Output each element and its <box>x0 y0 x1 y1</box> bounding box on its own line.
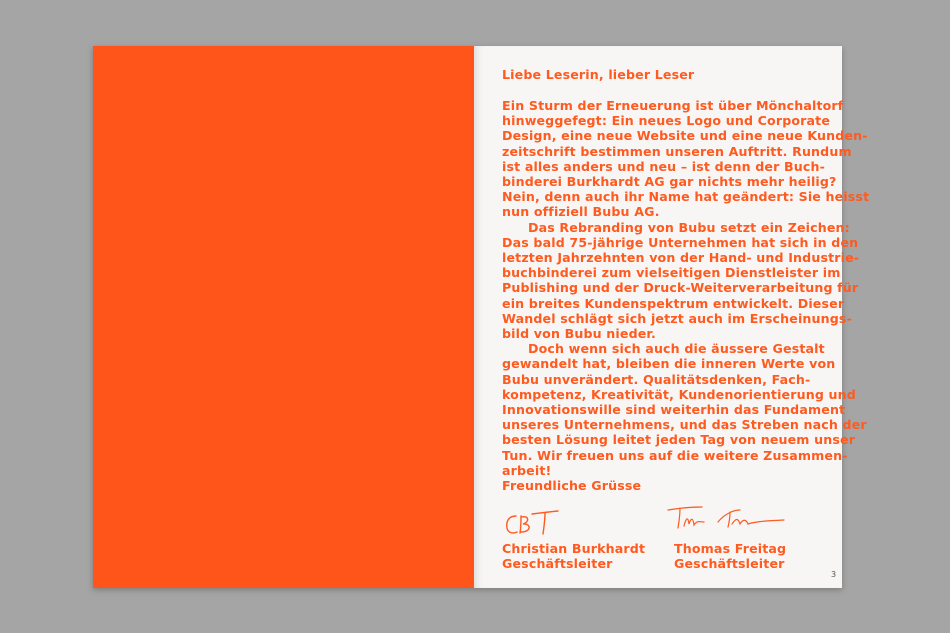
body-line: arbeit! <box>502 462 552 478</box>
signer-name: Christian Burkhardt <box>502 541 646 556</box>
body-line: hinweggefegt: Ein neues Logo und Corporate <box>502 113 831 129</box>
body-line: Bubu unverändert. Qualitätsdenken, Fach- <box>502 371 811 387</box>
letter-body <box>502 98 870 478</box>
body-line: Das bald 75-jährige Unternehmen hat sich in den <box>502 234 859 250</box>
letter-page <box>474 46 870 588</box>
signer-thomas-freitag <box>674 541 786 571</box>
body-line: Doch wenn sich auch die äussere Gestalt <box>528 341 825 357</box>
signer-christian-burkhardt <box>502 541 645 571</box>
signer-role: Geschäftsleiter <box>502 556 613 572</box>
body-line: letzten Jahrzehnten von der Hand- und Industrie- <box>502 250 860 266</box>
page-number: 3 <box>831 570 837 579</box>
body-line: ein breites Kundenspektrum entwickelt. Dieser <box>502 295 845 311</box>
signer-role: Geschäftsleiter <box>674 556 785 572</box>
body-line: zeitschrift bestimmen unseren Auftritt. Rundum <box>502 143 852 159</box>
body-line: bild von Bubu nieder. <box>502 326 656 342</box>
body-line: kompetenz, Kreativität, Kundenorientierung und <box>502 386 856 402</box>
body-line: binderei Burkhardt AG gar nichts mehr heilig? <box>502 174 837 190</box>
body-line: Tun. Wir freuen uns auf die weitere Zusammen- <box>502 447 848 463</box>
body-line: ist alles anders und neu – ist denn der Buch- <box>502 158 825 174</box>
brochure-spread <box>93 46 870 588</box>
signer-name: Thomas Freitag <box>674 541 787 556</box>
body-line: Innovationswille sind weiterhin das Fundament <box>502 402 846 418</box>
body-line: Publishing und der Druck-Weiterverarbeitung für <box>502 280 859 296</box>
body-line: Ein Sturm der Erneuerung ist über Mönchaltorf <box>502 98 844 113</box>
body-line: Design, eine neue Website und eine neue Kunden- <box>502 128 868 144</box>
body-line: Das Rebranding von Bubu setzt ein Zeichen: <box>528 219 850 235</box>
signature-christian-burkhardt <box>504 508 560 538</box>
closing-greeting: Freundliche Grüsse <box>502 478 642 493</box>
body-line: Nein, denn auch ihr Name hat geändert: Sie heisst <box>502 189 870 205</box>
body-line: buchbinderei zum vielseitigen Dienstleister im <box>502 265 841 281</box>
salutation: Liebe Leserin, lieber Leser <box>502 67 695 82</box>
body-line: gewandelt hat, bleiben die inneren Werte von <box>502 356 836 372</box>
signature-thomas-freitag <box>666 504 786 530</box>
orange-cover-page <box>93 46 474 588</box>
body-line: nun offiziell Bubu AG. <box>502 204 660 220</box>
body-line: besten Lösung leitet jeden Tag von neuem unser <box>502 432 856 448</box>
body-line: Wandel schlägt sich jetzt auch im Erscheinungs- <box>502 310 852 326</box>
body-line: unseres Unternehmens, und das Streben nach der <box>502 417 867 433</box>
